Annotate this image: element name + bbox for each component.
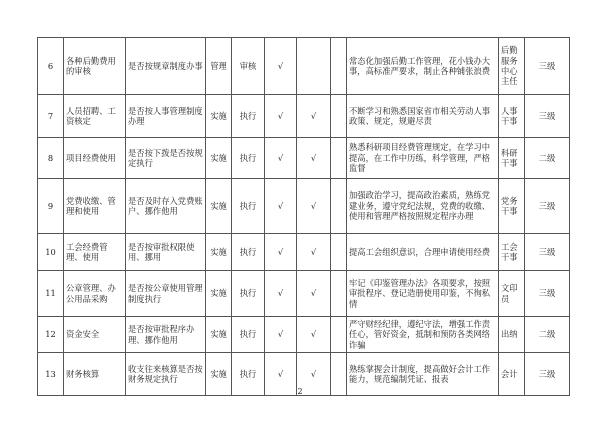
check-cell: √ [265, 95, 297, 138]
check-cell: √ [297, 271, 331, 317]
level-cell: 三级 [525, 38, 570, 95]
risk-cell: 是否按审批程序办理、挪作他用 [126, 317, 206, 353]
check-cell: √ [297, 317, 331, 353]
level-cell: 二级 [525, 317, 570, 353]
measure-cell: 严守财经纪律，遵纪守法，增强工作责任心，管好资金，抵制和预防各类网络诈骗 [347, 317, 499, 353]
blank-cell [331, 271, 347, 317]
table-row [38, 271, 570, 317]
role-cell: 执行 [232, 271, 265, 317]
post-cell: 科研干事 [499, 138, 525, 179]
post-cell: 工会干事 [499, 234, 525, 271]
table-row [38, 95, 570, 138]
check-cell: √ [265, 234, 297, 271]
risk-table [37, 37, 570, 396]
item-cell: 项目经费使用 [64, 138, 126, 179]
page-number: 2 [297, 387, 303, 396]
row-number: 8 [38, 138, 64, 179]
level-cell: 三级 [525, 179, 570, 234]
row-number: 9 [38, 179, 64, 234]
table-row [38, 234, 570, 271]
item-cell: 人员招聘、工资核定 [64, 95, 126, 138]
blank-cell [331, 317, 347, 353]
check-cell: √ [297, 179, 331, 234]
level-cell: 三级 [525, 234, 570, 271]
item-cell: 党费收缴、管理和使用 [64, 179, 126, 234]
post-cell: 后勤服务中心主任 [499, 38, 525, 95]
table-row [38, 179, 570, 234]
blank-cell [331, 95, 347, 138]
row-number: 6 [38, 38, 64, 95]
table-row [38, 138, 570, 179]
role-cell: 实施 [206, 317, 232, 353]
check-cell: √ [265, 317, 297, 353]
check-cell: √ [265, 38, 297, 95]
measure-cell: 加强政治学习，提高政治素质，熟练党建业务，遵守党纪法规，党费的收缴、使用和管理严格按照规定程序办理 [347, 179, 499, 234]
item-cell: 工会经费管理、使用 [64, 234, 126, 271]
check-cell: √ [297, 138, 331, 179]
measure-cell: 牢记《印鉴管理办法》各项要求，按照审批程序、登记造册使用印鉴，不徇私情 [347, 271, 499, 317]
item-cell: 公章管理、办公用品采购 [64, 271, 126, 317]
risk-cell: 是否按审批权限使用、挪用 [126, 234, 206, 271]
measure-cell: 提高工会组织意识，合理申请使用经费 [347, 234, 499, 271]
table-row [38, 317, 570, 353]
blank-cell [331, 138, 347, 179]
level-cell: 三级 [525, 95, 570, 138]
blank-cell [331, 38, 347, 95]
check-cell: √ [297, 95, 331, 138]
role-cell: 管理 [206, 38, 232, 95]
post-cell: 文印员 [499, 271, 525, 317]
risk-cell: 是否按公章使用管理制度执行 [126, 271, 206, 317]
post-cell: 人事干事 [499, 95, 525, 138]
role-cell: 执行 [232, 138, 265, 179]
check-cell: √ [265, 179, 297, 234]
check-cell [297, 38, 331, 95]
check-cell: √ [265, 353, 297, 396]
risk-cell: 是否按下拨是否按规定执行 [126, 138, 206, 179]
row-number: 10 [38, 234, 64, 271]
measure-cell: 常态化加强后勤工作管理，花小钱办大事，高标准严要求，制止各种铺张浪费 [347, 38, 499, 95]
role-cell: 执行 [232, 317, 265, 353]
row-number: 7 [38, 95, 64, 138]
level-cell: 三级 [525, 353, 570, 396]
risk-cell: 是否按规章制度办事 [126, 38, 206, 95]
role-cell: 实施 [206, 234, 232, 271]
risk-cell: 收支往来核算是否按财务规定执行 [126, 353, 206, 396]
level-cell: 三级 [525, 271, 570, 317]
check-cell: √ [297, 234, 331, 271]
role-cell: 执行 [232, 353, 265, 396]
role-cell: 实施 [206, 271, 232, 317]
check-cell: √ [297, 353, 331, 396]
role-cell: 实施 [206, 95, 232, 138]
post-cell: 出纳 [499, 317, 525, 353]
risk-cell: 是否按人事管理制度办理 [126, 95, 206, 138]
role-cell: 执行 [232, 95, 265, 138]
measure-cell: 熟练掌握会计制度，提高做好会计工作能力，规范编制凭证、报表 [347, 353, 499, 396]
role-cell: 审核 [232, 38, 265, 95]
item-cell: 各种后勤费用的审核 [64, 38, 126, 95]
risk-cell: 是否及时存入党费账户、挪作他用 [126, 179, 206, 234]
post-cell: 党务干事 [499, 179, 525, 234]
row-number: 11 [38, 271, 64, 317]
role-cell: 执行 [232, 234, 265, 271]
post-cell: 会计 [499, 353, 525, 396]
item-cell: 财务核算 [64, 353, 126, 396]
role-cell: 实施 [206, 353, 232, 396]
role-cell: 实施 [206, 138, 232, 179]
level-cell: 二级 [525, 138, 570, 179]
row-number: 13 [38, 353, 64, 396]
check-cell: √ [265, 271, 297, 317]
measure-cell: 不断学习和熟悉国家省市相关劳动人事政策、规定，规避尽责 [347, 95, 499, 138]
row-number: 12 [38, 317, 64, 353]
blank-cell [331, 234, 347, 271]
table-row [38, 38, 570, 95]
item-cell: 资金安全 [64, 317, 126, 353]
role-cell: 执行 [232, 179, 265, 234]
blank-cell [331, 179, 347, 234]
measure-cell: 熟悉科研项目经费管理规定，在学习中提高，在工作中历练，科学管理，严格监督 [347, 138, 499, 179]
check-cell: √ [265, 138, 297, 179]
role-cell: 实施 [206, 179, 232, 234]
